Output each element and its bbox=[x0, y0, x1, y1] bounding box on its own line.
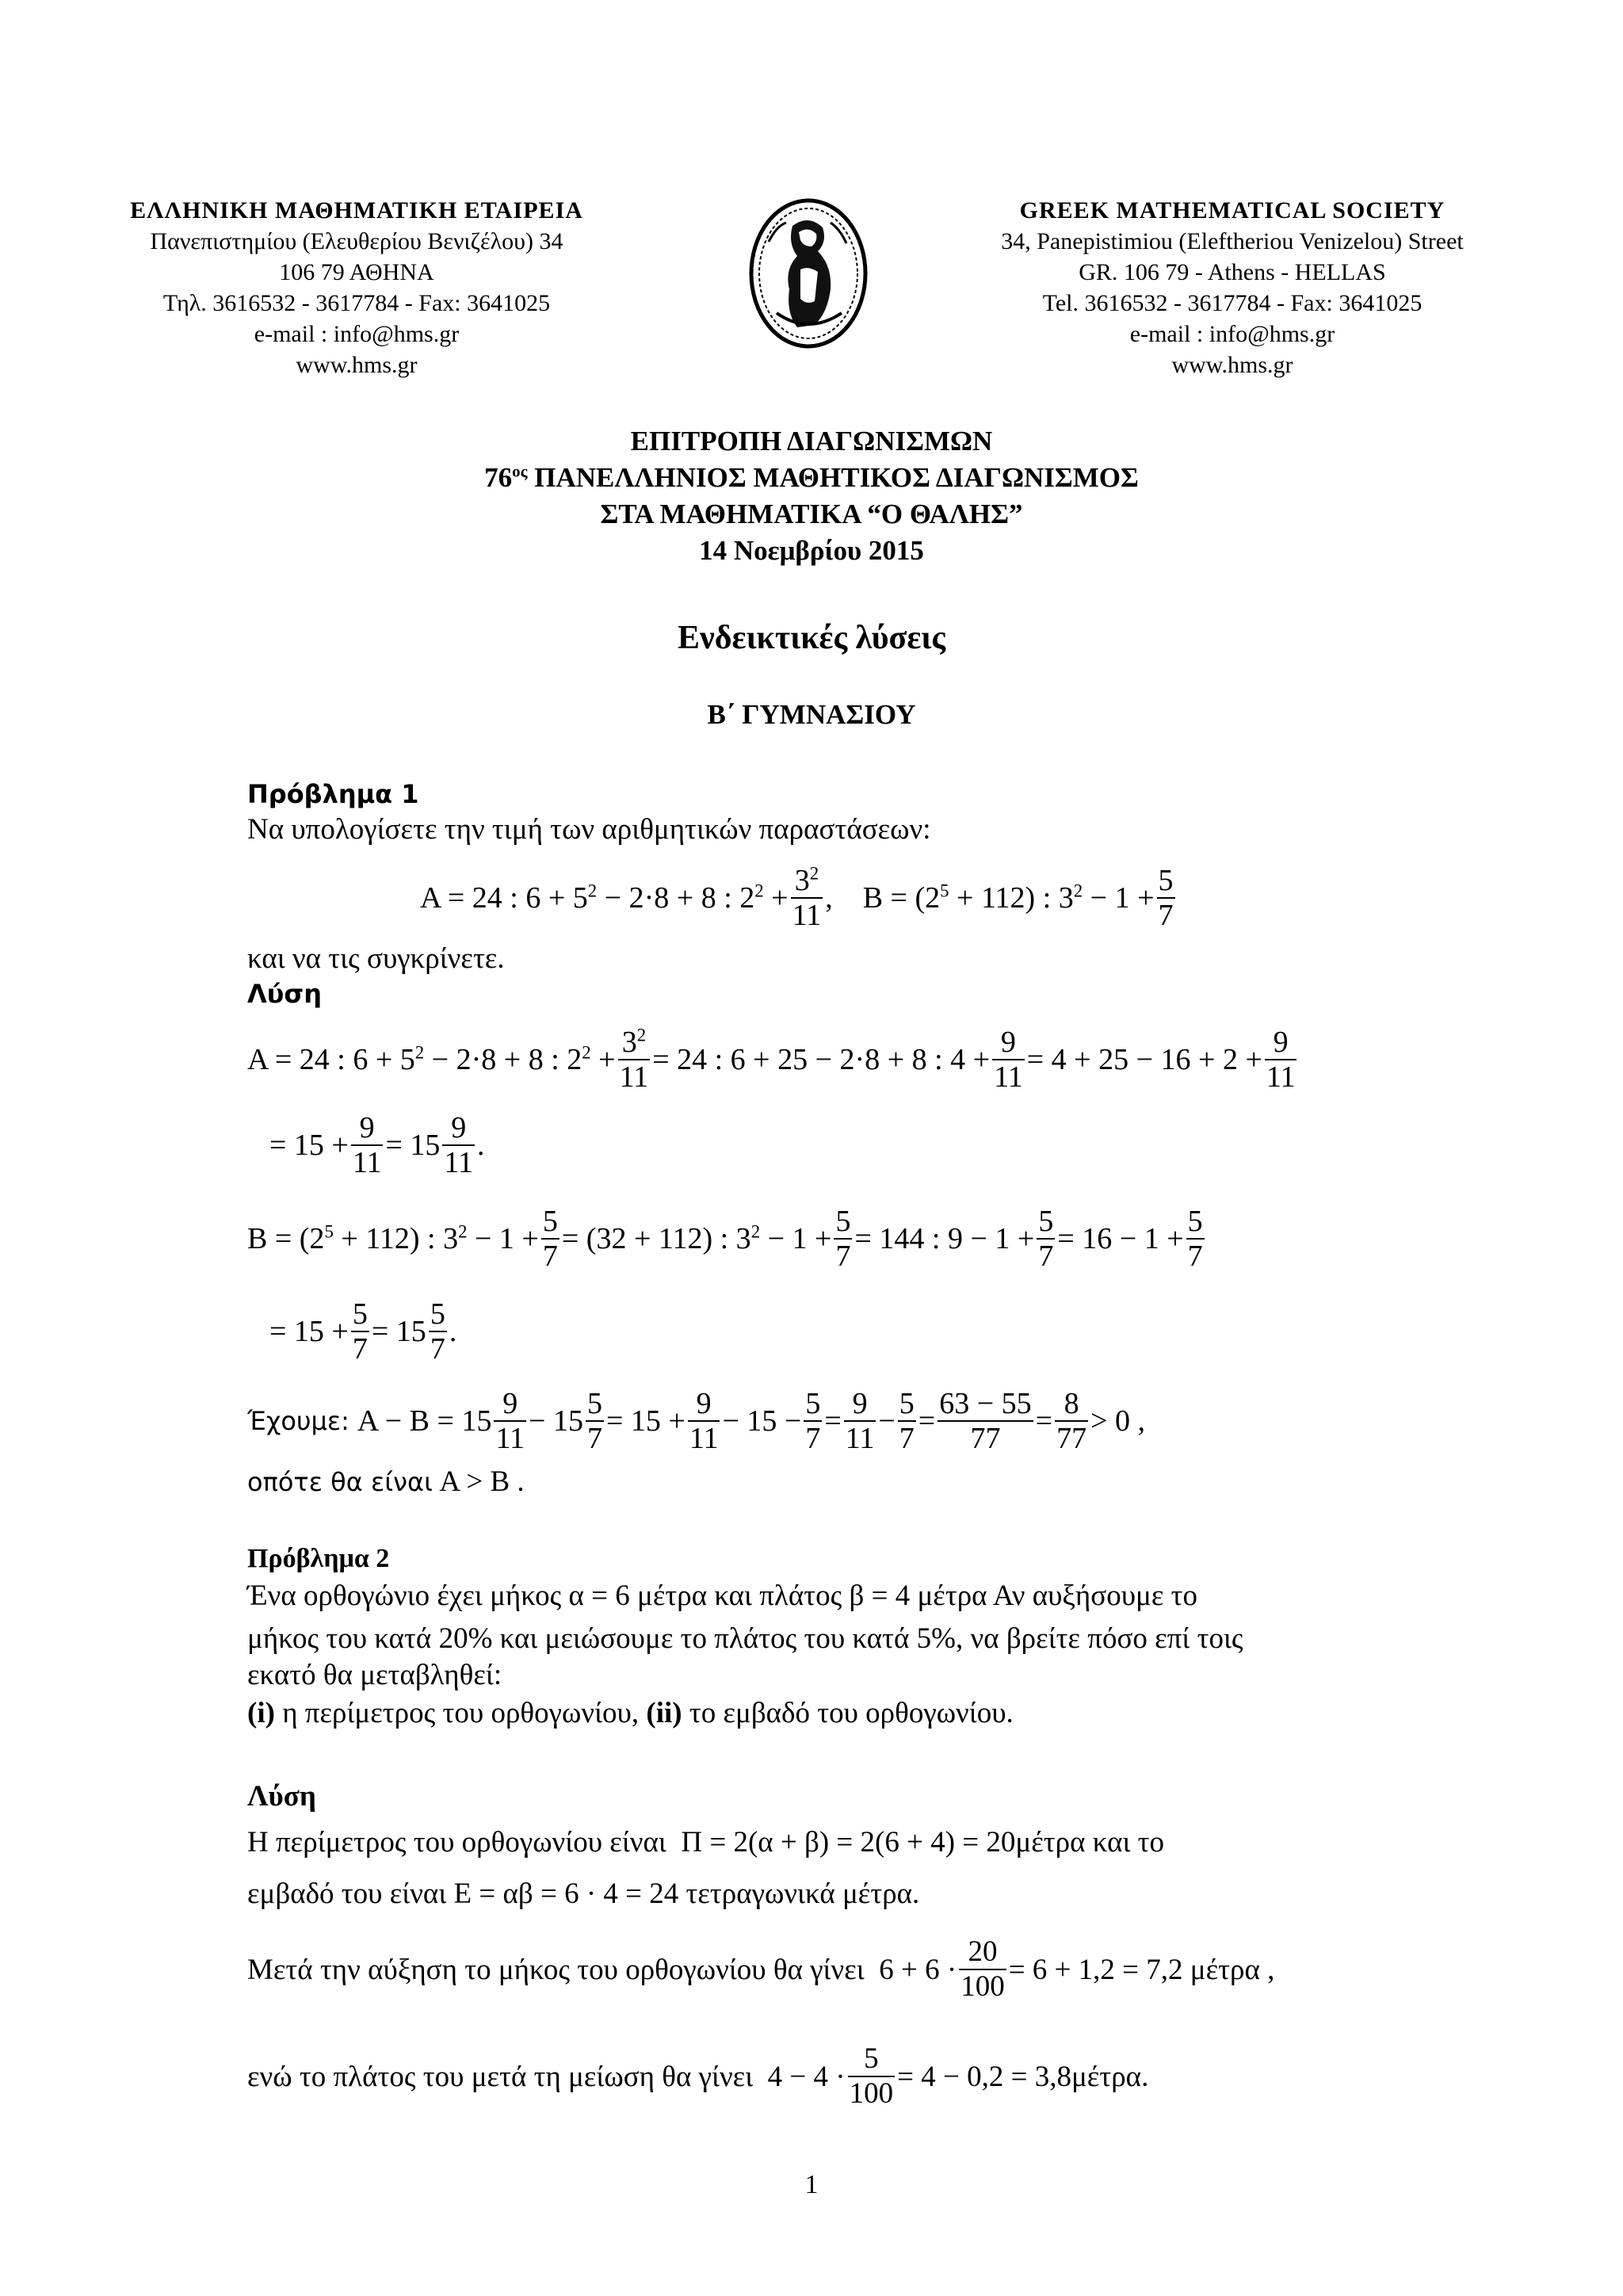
problem2-solution-line4: ενώ το πλάτος του μετά τη μείωση θα γίνει 4 − 4 · $\frac{5}{100}$ = 4 − 0,2 = 3,8μέτρα. bbox=[247, 2042, 1149, 2110]
problem2-solution-label: Λύση bbox=[247, 1780, 316, 1813]
email-gr: e-mail : info@hms.gr bbox=[254, 321, 460, 347]
problem1-expressions: A = 24 : $6 + 5^2 - 2\cdot 8 + 8$ : $2^2$ + $\frac{3^2}{11}$ , $B = (2^5 + 112)$ : $3^2 - 1$ + $\frac{5}{7}$ bbox=[420, 863, 1174, 932]
problem2-parts: (i) η περίμετρος του ορθογωνίου, (ii) το εμβαδό του ορθογωνίου. bbox=[247, 1697, 1014, 1729]
header-left bbox=[103, 195, 610, 380]
page-number: 1 bbox=[804, 2170, 819, 2199]
problem1-compare: και να τις συγκρίνετε. bbox=[247, 942, 505, 975]
problem2-solution-line3: Μετά την αύξηση το μήκος του ορθογωνίου θα γίνει 6 + 6 · $\frac{20}{100}$ = 6 + 1,2 = 7,2 μέτρα , bbox=[247, 1935, 1275, 2003]
problem2-statement-3: εκατό θα μεταβληθεί: bbox=[247, 1659, 502, 1691]
solution-comparison: Έχουμε: A − B = 15 $\frac{9}{11}$ − 15 $\frac{5}{7}$ = 15 + $\frac{9}{11}$ − 15 − $\frac{5}{7}$ = $\frac{9}{11}$ − $\frac{5}{7}$ = $\frac{63 - 55}{77}$ = $\frac{8}{77}$ > 0 , bbox=[247, 1387, 1146, 1455]
address-en: 34, Panepistimiou (Eleftheriou Venizelou) Street bbox=[1001, 228, 1464, 254]
solution-A-line2: = 15 + $\frac{9}{11}$ = 15 $\frac{9}{11}$ . bbox=[269, 1111, 485, 1179]
website-en: www.hms.gr bbox=[1171, 352, 1293, 378]
society-logo bbox=[745, 194, 872, 353]
problem1-solution-label: Λύση bbox=[247, 979, 323, 1009]
competition-subject: ΣΤΑ ΜΑΘΗΜΑΤΙΚΑ “Ο ΘΑΛΗΣ” bbox=[600, 499, 1023, 529]
city-gr: 106 79 ΑΘΗΝΑ bbox=[279, 259, 434, 285]
problem2-solution-line1: Η περίμετρος του ορθογωνίου είναι Π = 2(α + β) = 2(6 + 4) = 20μέτρα και το bbox=[247, 1826, 1165, 1859]
solution-B-line2: = 15 + $\frac{5}{7}$ = 15 $\frac{5}{7}$ . bbox=[269, 1297, 457, 1366]
competition-name: $76^{o\varsigma}$ ΠΑΝΕΛΛΗΝΙΟΣ ΜΑΘΗΤΙΚΟΣ ΔΙΑΓΩΝΙΣΜΟΣ bbox=[484, 461, 1139, 493]
competition-date: 14 Νοεμβρίου 2015 bbox=[699, 535, 924, 566]
society-name-en: GREEK MATHEMATICAL SOCIETY bbox=[1019, 197, 1445, 223]
problem1-conclusion: οπότε θα είναι A > B . bbox=[247, 1465, 525, 1498]
problem2-solution-line2: εμβαδό του είναι Ε = αβ = 6 · 4 = 24 τετραγωνικά μέτρα. bbox=[247, 1878, 920, 1910]
header-right bbox=[935, 195, 1529, 380]
competition-title bbox=[0, 423, 1623, 569]
city-en: GR. 106 79 - Athens - HELLAS bbox=[1079, 259, 1386, 285]
email-en: e-mail : info@hms.gr bbox=[1129, 321, 1335, 347]
website-gr: www.hms.gr bbox=[296, 352, 418, 378]
problem2-heading: Πρόβλημα 2 bbox=[247, 1544, 390, 1573]
society-name-gr: ΕΛΛΗΝΙΚΗ ΜΑΘΗΜΑΤΙΚΗ ΕΤΑΙΡΕΙΑ bbox=[130, 197, 583, 223]
grade-title: Β΄ ΓΥΜΝΑΣΙΟΥ bbox=[707, 699, 916, 730]
problem2-statement-1: Ένα ορθογώνιο έχει μήκος α = 6 μέτρα και πλάτος β = 4 μέτρα Αν αυξήσουμε το bbox=[247, 1580, 1198, 1612]
committee-title: ΕΠΙΤΡΟΠΗ ΔΙΑΓΩΝΙΣΜΩΝ bbox=[630, 426, 993, 457]
problem1-heading: Πρόβλημα 1 bbox=[247, 779, 419, 809]
problem1-statement: Να υπολογίσετε την τιμή των αριθμητικών παραστάσεων: bbox=[247, 813, 931, 846]
phone-en: Tel. 3616532 - 3617784 - Fax: 3641025 bbox=[1042, 290, 1423, 316]
problem2-statement-2: μήκος του κατά 20% και μειώσουμε το πλάτος του κατά 5%, να βρείτε πόσο επί τοις bbox=[247, 1622, 1243, 1655]
address-gr: Πανεπιστημίου (Ελευθερίου Βενιζέλου) 34 bbox=[150, 228, 563, 254]
phone-gr: Τηλ. 3616532 - 3617784 - Fax: 3641025 bbox=[162, 290, 551, 316]
solutions-subtitle: Ενδεικτικές λύσεις bbox=[677, 620, 946, 656]
solution-A-line1: A = 24 : $6 + 5^2 - 2\cdot 8 + 8$ : $2^2$ + $\frac{3^2}{11}$ = 24 : 6 + 25 − 2·8 + 8 : 4 + $\frac{9}{11}$ = 4 + 25 − 16 + 2 + $\frac{9}{11}$ bbox=[247, 1025, 1296, 1094]
coin-logo-icon bbox=[745, 194, 872, 353]
solution-B-line1: $B = (2^5 + 112)$ : $3^2 - 1$ + $\frac{5}{7}$ = (32 + 112) : $3^2 - 1$ + $\frac{5}{7}$ = 144 : 9 − 1 + $\frac{5}{7}$ = 16 − 1 + $\frac{5}{7}$ bbox=[247, 1205, 1203, 1273]
